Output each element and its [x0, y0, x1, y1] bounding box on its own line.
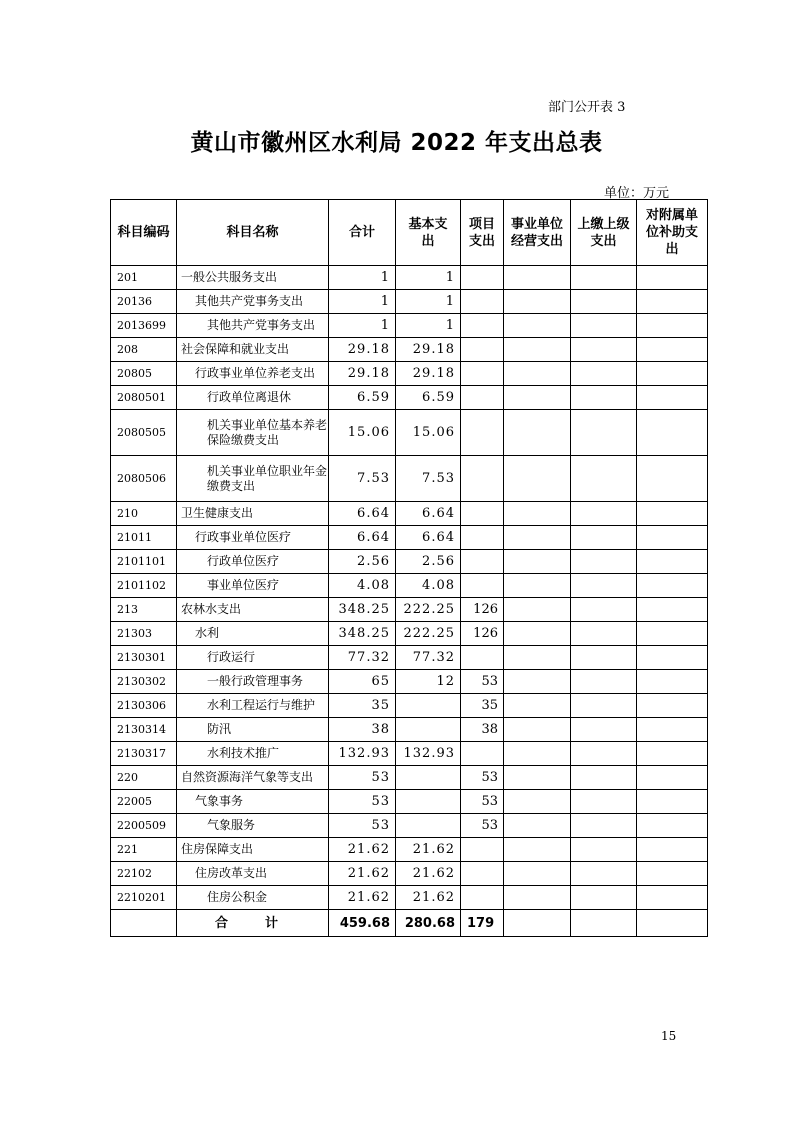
- row-code: 20805: [111, 362, 177, 386]
- row-remit: [571, 386, 637, 410]
- row-business: [504, 718, 571, 742]
- col-header-code: 科目编码: [111, 200, 177, 266]
- row-subsidy: [637, 502, 708, 526]
- row-name: 水利工程运行与维护: [177, 694, 329, 718]
- row-project: [461, 550, 504, 574]
- row-basic: 2.56: [396, 550, 461, 574]
- row-subsidy: [637, 456, 708, 502]
- col-header-business: 事业单位经营支出: [504, 200, 571, 266]
- row-basic: 12: [396, 670, 461, 694]
- row-subsidy: [637, 574, 708, 598]
- row-subsidy: [637, 694, 708, 718]
- row-name: 事业单位医疗: [177, 574, 329, 598]
- row-business: [504, 502, 571, 526]
- row-remit: [571, 862, 637, 886]
- row-basic: 7.53: [396, 456, 461, 502]
- row-subsidy: [637, 386, 708, 410]
- row-basic: 15.06: [396, 410, 461, 456]
- row-code: 213: [111, 598, 177, 622]
- total-label: 合 计: [177, 910, 329, 937]
- row-subsidy: [637, 410, 708, 456]
- row-code: 2210201: [111, 886, 177, 910]
- row-name: 一般公共服务支出: [177, 266, 329, 290]
- table-row: [111, 790, 708, 814]
- page-number: 15: [661, 1029, 677, 1043]
- row-basic: 6.64: [396, 526, 461, 550]
- row-basic: [396, 718, 461, 742]
- row-basic: 6.59: [396, 386, 461, 410]
- row-remit: [571, 410, 637, 456]
- row-business: [504, 814, 571, 838]
- row-basic: [396, 790, 461, 814]
- row-business: [504, 362, 571, 386]
- row-name: 行政事业单位养老支出: [177, 362, 329, 386]
- col-header-name: 科目名称: [177, 200, 329, 266]
- row-basic: 1: [396, 314, 461, 338]
- row-code: 2200509: [111, 814, 177, 838]
- row-remit: [571, 314, 637, 338]
- row-business: [504, 550, 571, 574]
- row-subsidy: [637, 838, 708, 862]
- row-project: [461, 290, 504, 314]
- total-basic: 280.68: [396, 910, 461, 937]
- row-remit: [571, 646, 637, 670]
- row-subsidy: [637, 550, 708, 574]
- row-subsidy: [637, 742, 708, 766]
- row-name: 行政单位医疗: [177, 550, 329, 574]
- row-business: [504, 862, 571, 886]
- row-code: 2130302: [111, 670, 177, 694]
- row-business: [504, 742, 571, 766]
- row-code: 2080506: [111, 456, 177, 502]
- row-business: [504, 694, 571, 718]
- row-remit: [571, 814, 637, 838]
- row-business: [504, 886, 571, 910]
- row-project: [461, 838, 504, 862]
- row-name: 自然资源海洋气象等支出: [177, 766, 329, 790]
- col-header-remit: 上缴上级支出: [571, 200, 637, 266]
- row-basic: [396, 694, 461, 718]
- row-remit: [571, 456, 637, 502]
- col-header-project: 项目支出: [461, 200, 504, 266]
- row-remit: [571, 290, 637, 314]
- row-business: [504, 526, 571, 550]
- row-basic: 1: [396, 290, 461, 314]
- row-remit: [571, 550, 637, 574]
- table-row: [111, 550, 708, 574]
- row-code: 2130317: [111, 742, 177, 766]
- row-project: [461, 266, 504, 290]
- row-business: [504, 838, 571, 862]
- row-business: [504, 456, 571, 502]
- row-total: 1: [329, 290, 396, 314]
- row-project: [461, 410, 504, 456]
- row-subsidy: [637, 622, 708, 646]
- row-basic: [396, 766, 461, 790]
- row-code: 2130314: [111, 718, 177, 742]
- table-header-row: [111, 200, 708, 266]
- row-name: 气象服务: [177, 814, 329, 838]
- row-name: 其他共产党事务支出: [177, 290, 329, 314]
- row-remit: [571, 694, 637, 718]
- row-name: 农林水支出: [177, 598, 329, 622]
- row-business: [504, 266, 571, 290]
- row-business: [504, 646, 571, 670]
- row-code: 21303: [111, 622, 177, 646]
- row-basic: [396, 814, 461, 838]
- table-row: [111, 838, 708, 862]
- total-subsidy: [637, 910, 708, 937]
- row-subsidy: [637, 598, 708, 622]
- row-basic: 29.18: [396, 362, 461, 386]
- table-row: [111, 386, 708, 410]
- row-name: 机关事业单位基本养老保险缴费支出: [177, 410, 329, 456]
- col-header-basic: 基本支出: [396, 200, 461, 266]
- row-total: 53: [329, 766, 396, 790]
- row-total: 132.93: [329, 742, 396, 766]
- table-row: [111, 338, 708, 362]
- row-remit: [571, 742, 637, 766]
- row-remit: [571, 766, 637, 790]
- row-project: [461, 386, 504, 410]
- page-title: 黄山市徽州区水利局 2022 年支出总表: [190, 130, 603, 156]
- row-remit: [571, 338, 637, 362]
- row-subsidy: [637, 646, 708, 670]
- row-code: 221: [111, 838, 177, 862]
- row-total: 7.53: [329, 456, 396, 502]
- row-subsidy: [637, 790, 708, 814]
- row-project: [461, 646, 504, 670]
- row-total: 6.64: [329, 502, 396, 526]
- table-row: [111, 266, 708, 290]
- row-name: 水利: [177, 622, 329, 646]
- row-total: 348.25: [329, 622, 396, 646]
- row-basic: 21.62: [396, 838, 461, 862]
- row-project: [461, 862, 504, 886]
- row-name: 卫生健康支出: [177, 502, 329, 526]
- row-total: 15.06: [329, 410, 396, 456]
- row-remit: [571, 502, 637, 526]
- table-row: [111, 694, 708, 718]
- row-basic: 21.62: [396, 886, 461, 910]
- row-code: 22102: [111, 862, 177, 886]
- row-project: 38: [461, 718, 504, 742]
- row-basic: 1: [396, 266, 461, 290]
- row-basic: 6.64: [396, 502, 461, 526]
- row-total: 21.62: [329, 886, 396, 910]
- row-total: 65: [329, 670, 396, 694]
- table-row: [111, 670, 708, 694]
- row-code: 2080505: [111, 410, 177, 456]
- table-row: [111, 598, 708, 622]
- row-subsidy: [637, 526, 708, 550]
- row-total: 4.08: [329, 574, 396, 598]
- row-business: [504, 790, 571, 814]
- row-project: [461, 362, 504, 386]
- row-subsidy: [637, 766, 708, 790]
- total-business: [504, 910, 571, 937]
- table-row: [111, 622, 708, 646]
- row-name: 住房保障支出: [177, 838, 329, 862]
- row-remit: [571, 718, 637, 742]
- row-name: 水利技术推广: [177, 742, 329, 766]
- row-subsidy: [637, 362, 708, 386]
- row-total: 6.64: [329, 526, 396, 550]
- row-code: 2101101: [111, 550, 177, 574]
- col-header-subsidy: 对附属单位补助支出: [637, 200, 708, 266]
- row-total: 53: [329, 790, 396, 814]
- row-name: 社会保障和就业支出: [177, 338, 329, 362]
- row-name: 行政运行: [177, 646, 329, 670]
- row-total: 1: [329, 314, 396, 338]
- row-subsidy: [637, 314, 708, 338]
- row-total: 348.25: [329, 598, 396, 622]
- row-business: [504, 622, 571, 646]
- row-code: 2130301: [111, 646, 177, 670]
- row-name: 一般行政管理事务: [177, 670, 329, 694]
- row-code: 2080501: [111, 386, 177, 410]
- row-total: 2.56: [329, 550, 396, 574]
- row-business: [504, 574, 571, 598]
- unit-label: 单位：万元: [604, 186, 670, 201]
- row-project: 53: [461, 814, 504, 838]
- row-total: 29.18: [329, 338, 396, 362]
- row-basic: 77.32: [396, 646, 461, 670]
- row-total: 6.59: [329, 386, 396, 410]
- total-sum: 459.68: [329, 910, 396, 937]
- table-row: [111, 886, 708, 910]
- row-project: [461, 526, 504, 550]
- row-business: [504, 386, 571, 410]
- row-remit: [571, 362, 637, 386]
- table-row: [111, 456, 708, 502]
- row-remit: [571, 526, 637, 550]
- table-row: [111, 574, 708, 598]
- row-name: 住房公积金: [177, 886, 329, 910]
- row-subsidy: [637, 290, 708, 314]
- row-name: 住房改革支出: [177, 862, 329, 886]
- row-remit: [571, 838, 637, 862]
- row-business: [504, 766, 571, 790]
- row-remit: [571, 622, 637, 646]
- row-code: 220: [111, 766, 177, 790]
- row-basic: 21.62: [396, 862, 461, 886]
- row-project: [461, 886, 504, 910]
- row-total: 38: [329, 718, 396, 742]
- row-name: 机关事业单位职业年金缴费支出: [177, 456, 329, 502]
- row-total: 77.32: [329, 646, 396, 670]
- row-code: 22005: [111, 790, 177, 814]
- row-project: 53: [461, 790, 504, 814]
- row-subsidy: [637, 718, 708, 742]
- table-row: [111, 766, 708, 790]
- row-remit: [571, 598, 637, 622]
- row-name: 行政单位离退休: [177, 386, 329, 410]
- row-subsidy: [637, 814, 708, 838]
- table-row: [111, 362, 708, 386]
- row-code: 2101102: [111, 574, 177, 598]
- row-name: 行政事业单位医疗: [177, 526, 329, 550]
- table-row: [111, 314, 708, 338]
- table-row: [111, 862, 708, 886]
- row-remit: [571, 790, 637, 814]
- total-remit: [571, 910, 637, 937]
- row-total: 21.62: [329, 862, 396, 886]
- row-business: [504, 338, 571, 362]
- row-total: 21.62: [329, 838, 396, 862]
- row-project: 126: [461, 622, 504, 646]
- row-business: [504, 290, 571, 314]
- row-code: 2013699: [111, 314, 177, 338]
- row-business: [504, 670, 571, 694]
- table-row: [111, 410, 708, 456]
- row-code: 21011: [111, 526, 177, 550]
- total-code-cell: [111, 910, 177, 937]
- row-subsidy: [637, 670, 708, 694]
- row-basic: 132.93: [396, 742, 461, 766]
- row-project: [461, 314, 504, 338]
- row-total: 35: [329, 694, 396, 718]
- row-name: 气象事务: [177, 790, 329, 814]
- table-row: [111, 502, 708, 526]
- row-project: [461, 338, 504, 362]
- row-project: [461, 742, 504, 766]
- row-subsidy: [637, 338, 708, 362]
- row-subsidy: [637, 886, 708, 910]
- row-project: 53: [461, 766, 504, 790]
- table-row: [111, 814, 708, 838]
- row-project: 35: [461, 694, 504, 718]
- table-row: [111, 526, 708, 550]
- row-basic: 4.08: [396, 574, 461, 598]
- col-header-total: 合计: [329, 200, 396, 266]
- table-row: [111, 742, 708, 766]
- table-row: [111, 646, 708, 670]
- row-code: 208: [111, 338, 177, 362]
- row-total: 53: [329, 814, 396, 838]
- row-code: 210: [111, 502, 177, 526]
- row-project: 53: [461, 670, 504, 694]
- row-code: 2130306: [111, 694, 177, 718]
- row-total: 1: [329, 266, 396, 290]
- row-name: 防汛: [177, 718, 329, 742]
- row-project: 126: [461, 598, 504, 622]
- row-business: [504, 598, 571, 622]
- row-code: 20136: [111, 290, 177, 314]
- row-remit: [571, 670, 637, 694]
- table-row: [111, 718, 708, 742]
- row-project: [461, 502, 504, 526]
- row-remit: [571, 574, 637, 598]
- row-basic: 222.25: [396, 622, 461, 646]
- total-project: 179: [461, 910, 504, 937]
- table-tag: 部门公开表 3: [548, 100, 626, 115]
- row-remit: [571, 886, 637, 910]
- row-name: 其他共产党事务支出: [177, 314, 329, 338]
- row-subsidy: [637, 862, 708, 886]
- row-code: 201: [111, 266, 177, 290]
- row-business: [504, 410, 571, 456]
- row-project: [461, 574, 504, 598]
- row-remit: [571, 266, 637, 290]
- row-business: [504, 314, 571, 338]
- row-basic: 222.25: [396, 598, 461, 622]
- row-basic: 29.18: [396, 338, 461, 362]
- expenditure-table: [110, 199, 708, 937]
- row-project: [461, 456, 504, 502]
- total-row: [111, 910, 708, 937]
- row-subsidy: [637, 266, 708, 290]
- row-total: 29.18: [329, 362, 396, 386]
- table-row: [111, 290, 708, 314]
